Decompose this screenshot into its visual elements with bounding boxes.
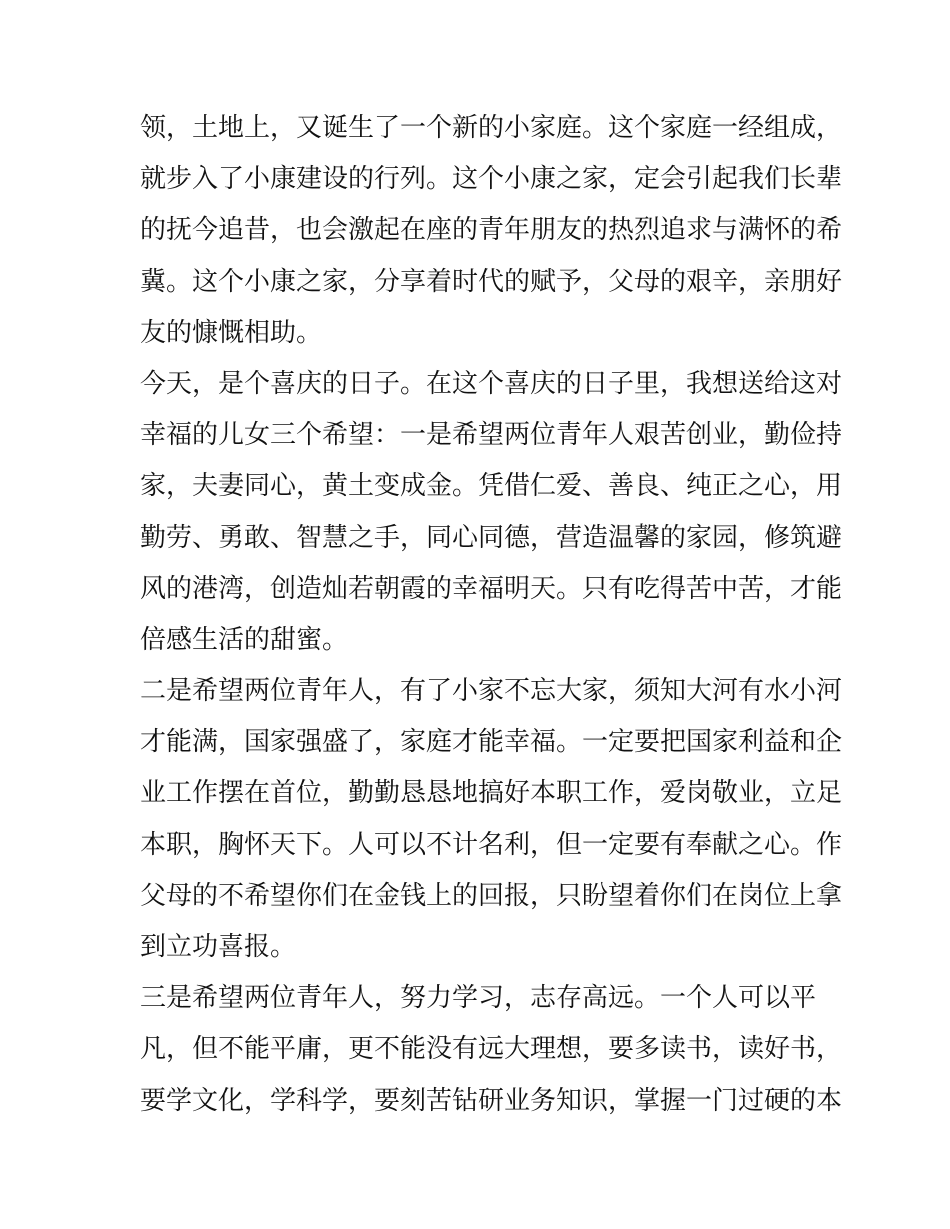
text-line: 要学文化，学科学，要刻苦钻研业务知识，掌握一门过硬的本: [140, 1085, 843, 1116]
text-line: 三是希望两位青年人，努力学习，志存高远。一个人可以平: [140, 983, 817, 1014]
text-line: 本职，胸怀天下。人可以不计名利，但一定要有奉献之心。作: [140, 829, 843, 860]
text-line: 父母的不希望你们在金钱上的回报，只盼望着你们在岗位上拿: [140, 880, 843, 911]
paragraph-1: [140, 103, 843, 359]
text-line: 凡，但不能平庸，更不能没有远大理想，要多读书，读好书，: [140, 1034, 843, 1065]
text-line: 到立功喜报。: [140, 932, 297, 962]
text-line: 倍感生活的甜蜜。: [140, 624, 349, 655]
text-line: 的抚今追昔，也会激起在座的青年朋友的热烈追求与满怀的希: [140, 215, 843, 246]
text-line: 幸福的儿女三个希望：一是希望两位青年人艰苦创业，勤俭持: [140, 420, 843, 451]
text-line: 才能满，国家强盛了，家庭才能幸福。一定要把国家利益和企: [140, 727, 843, 758]
text-line: 友的慷慨相助。: [140, 317, 323, 348]
text-line: 二是希望两位青年人，有了小家不忘大家，须知大河有水小河: [140, 676, 843, 707]
document-body: [140, 103, 843, 1127]
text-line: 就步入了小康建设的行列。这个小康之家，定会引起我们长辈: [140, 164, 843, 195]
text-line: 勤劳、勇敢、智慧之手，同心同德，营造温馨的家园，修筑避: [140, 522, 843, 553]
text-line: 业工作摆在首位，勤勤恳恳地搞好本职工作，爱岗敬业，立足: [140, 778, 843, 809]
text-line: 风的港湾，创造灿若朝霞的幸福明天。只有吃得苦中苦，才能: [140, 573, 843, 604]
text-line: 领，土地上，又诞生了一个新的小家庭。这个家庭一经组成，: [140, 113, 843, 143]
text-line: 今天，是个喜庆的日子。在这个喜庆的日子里，我想送给这对: [140, 368, 843, 399]
paragraph-3: [140, 666, 843, 973]
paragraph-2: [140, 359, 843, 666]
paragraph-4: [140, 973, 843, 1127]
text-line: 家，夫妻同心，黄土变成金。凭借仁爱、善良、纯正之心，用: [140, 471, 843, 502]
text-line: 冀。这个小康之家，分享着时代的赋予，父母的艰辛，亲朋好: [140, 266, 843, 297]
